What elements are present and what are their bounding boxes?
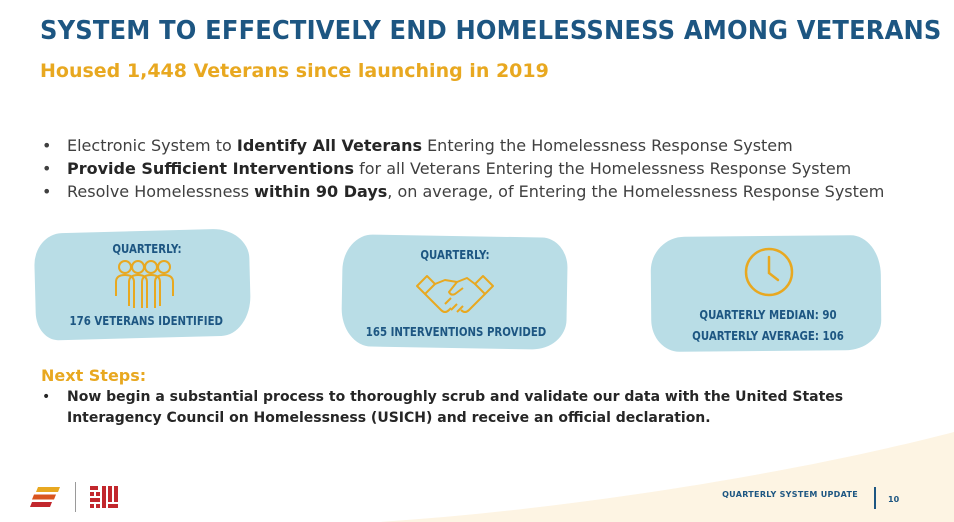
- page-subtitle: Housed 1,448 Veterans since launching in 2019: [40, 60, 549, 82]
- kpi-value-median: QUARTERLY MEDIAN: 90: [699, 308, 837, 322]
- footer-label: QUARTERLY SYSTEM UPDATE: [722, 490, 858, 499]
- kpi-period-label: QUARTERLY:: [112, 242, 182, 256]
- partner-logo-icon: [88, 484, 120, 510]
- kpi-value-identified: 176 VETERANS IDENTIFIED: [69, 314, 224, 328]
- goals-list: [40, 134, 884, 203]
- logo-divider: [75, 482, 76, 512]
- footer-divider: [874, 487, 876, 509]
- next-steps-item: • Now begin a substantial process to thoroughly scrub and validate our data with the United States Interagency Council on Homelessness (USICH) and receive an official declaration.: [40, 387, 910, 429]
- list-item: • Electronic System to Identify All Veterans Entering the Homelessness Response System: [40, 134, 884, 157]
- handshake-icon: [415, 270, 495, 316]
- list-item: • Provide Sufficient Interventions for all Veterans Entering the Homelessness Response System: [40, 157, 884, 180]
- page-title: SYSTEM TO EFFECTIVELY END HOMELESSNESS AMONG VETERANS: [40, 16, 942, 46]
- kpi-period-label: QUARTERLY:: [420, 248, 490, 262]
- people-group-icon: [113, 258, 179, 312]
- next-steps-heading: Next Steps:: [41, 366, 147, 385]
- clock-icon: [743, 246, 795, 298]
- list-item: • Resolve Homelessness within 90 Days, on average, of Entering the Homelessness Response System: [40, 180, 884, 203]
- organization-logo-icon: [30, 485, 62, 509]
- kpi-value-interventions: 165 INTERVENTIONS PROVIDED: [365, 325, 547, 339]
- kpi-value-average: QUARTERLY AVERAGE: 106: [692, 329, 844, 343]
- page-number: 10: [888, 495, 900, 504]
